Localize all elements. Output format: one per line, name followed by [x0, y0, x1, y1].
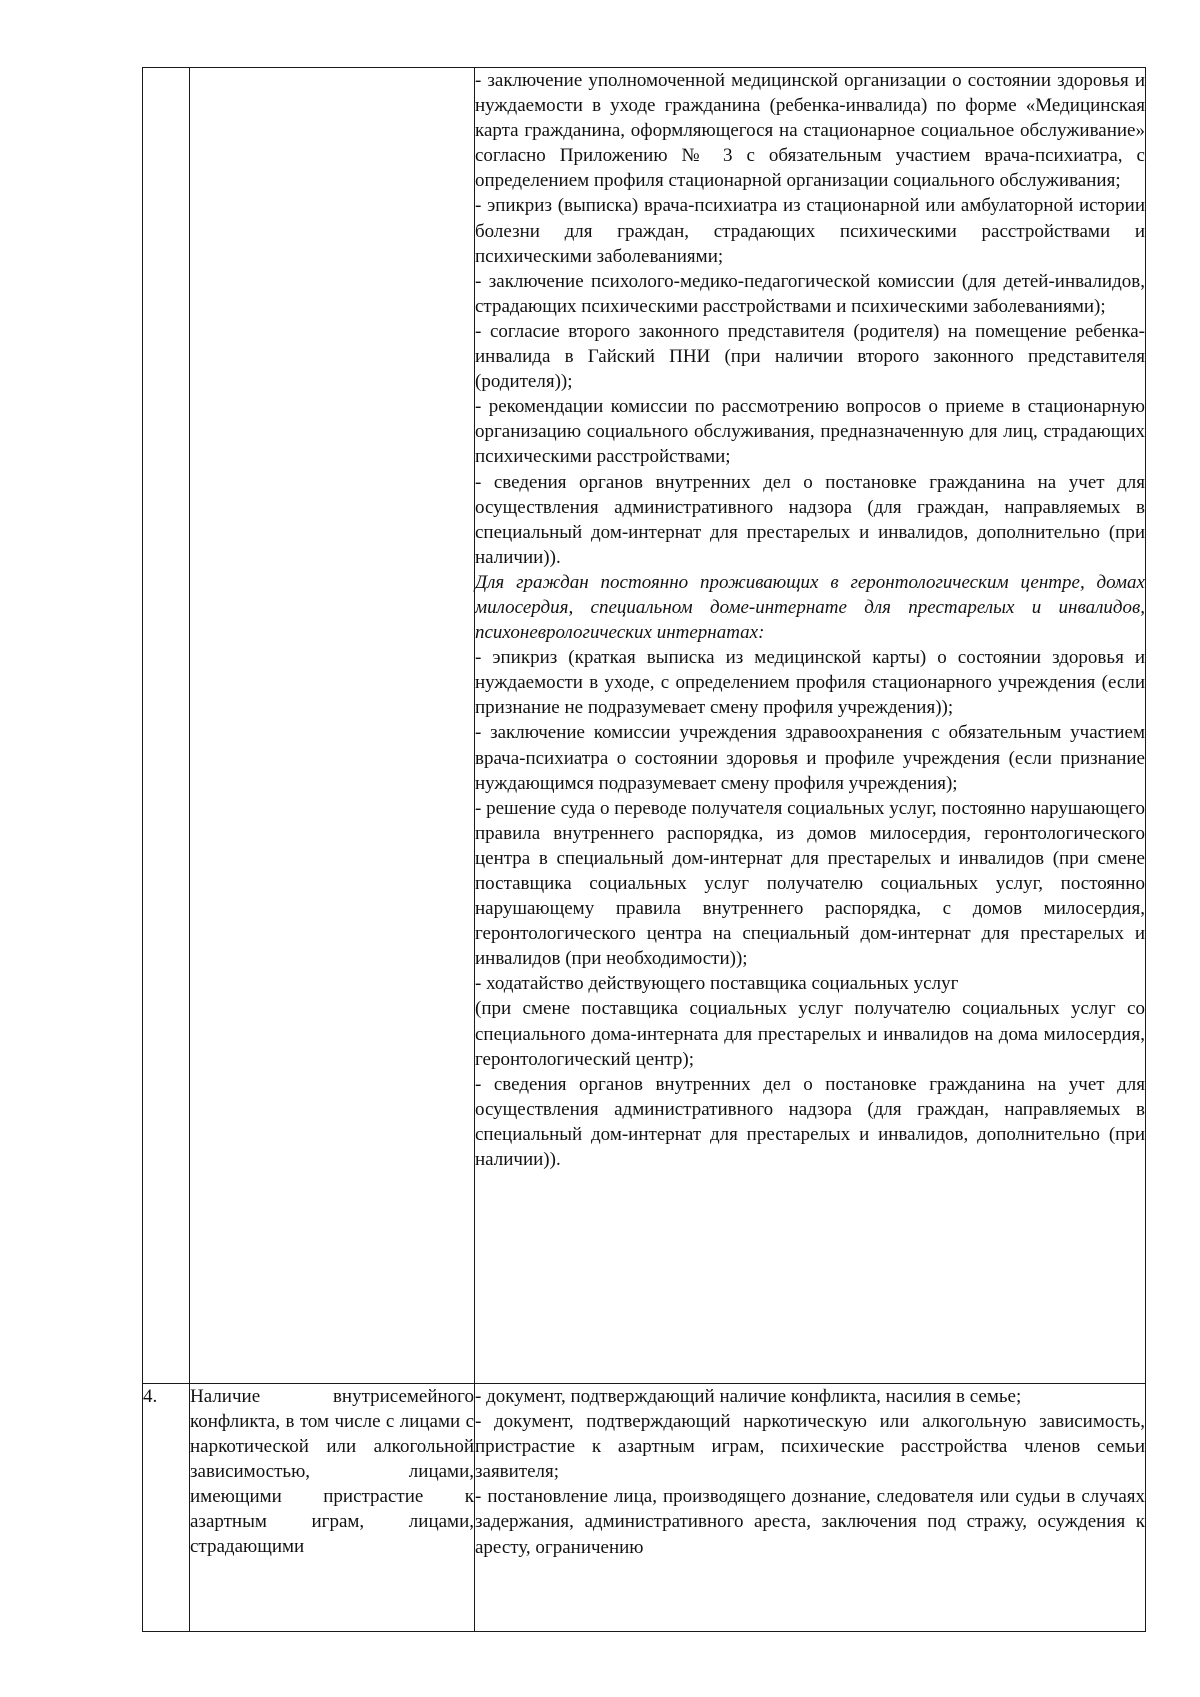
criteria-table	[142, 67, 1146, 1632]
document-item: - документ, подтверждающий наличие конфликта, насилия в семье;	[475, 1386, 1022, 1407]
document-item: - заключение уполномоченной медицинской организации о состоянии здоровья и нуждаемости в уходе гражданина (ребенка-инвалида) по форме «Медицинская карта гражданина, оформляющегося на стационарное социальное обслуживание» согласно Приложению № 3 с обязательным участием врача-психиатра, с определением профиля стационарной организации социального обслуживания;	[475, 70, 1145, 192]
row-number-cell: 4.	[143, 1384, 190, 1632]
document-item: - эпикриз (выписка) врача-психиатра из стационарной или амбулаторной истории болезни для граждан, страдающих психическими расстройствами и психическими заболеваниями;	[475, 195, 1145, 267]
criterion-cell	[190, 68, 475, 1384]
document-item: (при смене поставщика социальных услуг получателю социальных услуг со специального дома-интерната для престарелых и инвалидов на дома милосердия, геронтологический центр);	[475, 998, 1145, 1070]
document-item: - сведения органов внутренних дел о постановке гражданина на учет для осуществления административного надзора (для граждан, направляемых в специальный дом-интернат для престарелых и инвалидов, дополнительно (при наличии)).	[475, 471, 1145, 568]
documents-cell	[475, 1384, 1146, 1632]
document-item: - заключение психолого-медико-педагогической комиссии (для детей-инвалидов, страдающих психическими расстройствами и психическими заболеваниями);	[475, 270, 1145, 317]
document-item: - постановление лица, производящего дознание, следователя или судьи в случаях задержания, административного ареста, заключения под стражу, осуждения к аресту, ограничению	[475, 1486, 1145, 1558]
document-item: - решение суда о переводе получателя социальных услуг, постоянно нарушающего правила внутреннего распорядка, из домов милосердия, геронтологического центра в специальный дом-интернат для престарелых и инвалидов (при смене поставщика социальных услуг получателю социальных услуг, постоянно нарушающему правила внутреннего распорядка, с домов милосердия, геронтологического центра на специальный дом-интернат для престарелых и инвалидов (при необходимости));	[475, 797, 1145, 970]
row-number-cell	[143, 68, 190, 1384]
document-item: - ходатайство действующего поставщика социальных услуг	[475, 973, 959, 995]
document-item: - заключение комиссии учреждения здравоохранения с обязательным участием врача-психиатра о состоянии здоровья и профиле учреждения (если признание нуждающимся подразумевает смену профиля учреждения);	[475, 722, 1145, 794]
document-item: - рекомендации комиссии по рассмотрению вопросов о приеме в стационарную организацию социального обслуживания, предназначенную для лиц, страдающих психическими расстройствами;	[475, 396, 1145, 468]
document-item: - согласие второго законного представителя (родителя) на помещение ребенка-инвалида в Гайский ПНИ (при наличии второго законного представителя (родителя));	[475, 320, 1145, 393]
criterion-cell: Наличие внутрисемейного конфликта, в том числе с лицами с наркотической или алкогольной зависимостью, лицами, имеющими пристрастие к азартным играм, лицами, страдающими	[190, 1384, 475, 1632]
document-item: - сведения органов внутренних дел о постановке гражданина на учет для осуществления административного надзора (для граждан, направляемых в специальный дом-интернат для престарелых и инвалидов, дополнительно (при наличии)).	[475, 1073, 1145, 1171]
documents-cell	[475, 68, 1146, 1384]
document-item: - документ, подтверждающий наркотическую или алкогольную зависимость, пристрастие к азартным играм, психические расстройства членов семьи заявителя;	[475, 1411, 1145, 1483]
table-row	[143, 68, 1146, 1384]
document-item: - эпикриз (краткая выписка из медицинской карты) о состоянии здоровья и нуждаемости в уходе, с определением профиля стационарного учреждения (если признание не подразумевает смену профиля учреждения));	[475, 647, 1145, 719]
table-row	[143, 1384, 1146, 1632]
section-heading: Для граждан постоянно проживающих в геронтологическим центре, домах милосердия, специальном доме-интернате для престарелых и инвалидов, психоневрологических интернатах:	[475, 571, 1145, 644]
